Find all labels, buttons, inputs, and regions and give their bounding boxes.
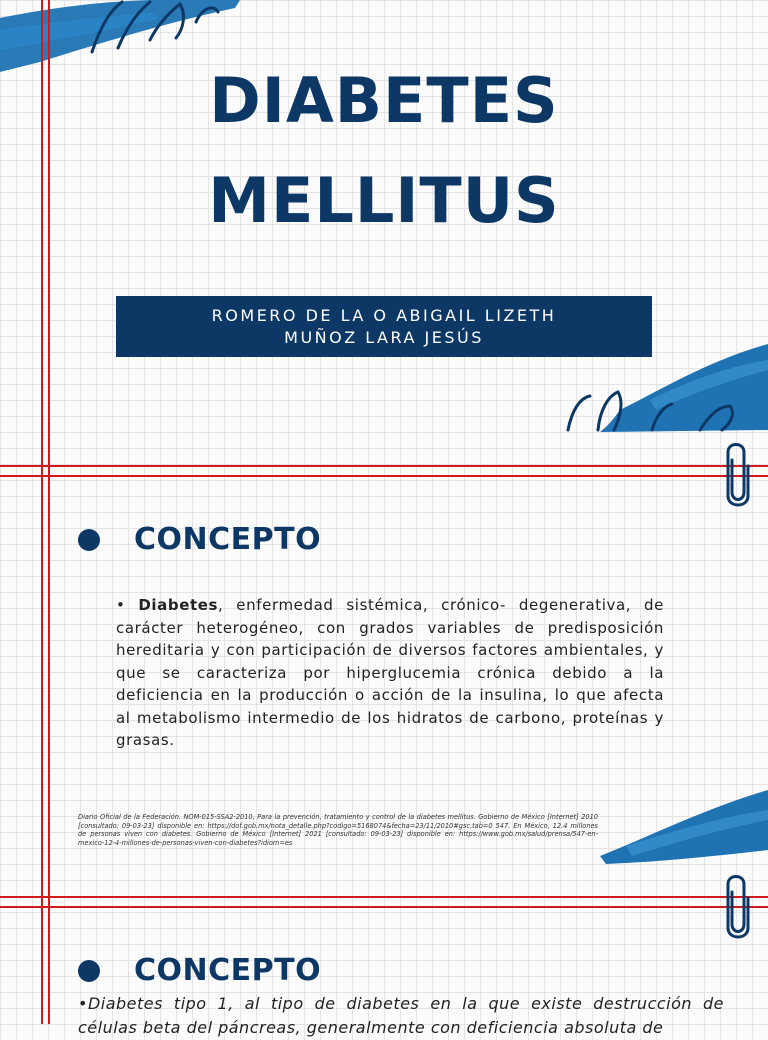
page-break-line-2a [0,896,768,898]
section-heading-concepto-2 [78,953,321,988]
author-1: ROMERO DE LA O ABIGAIL LIZETH [211,305,557,325]
term-diabetes: Diabetes [138,596,219,614]
definition-text: Diabetes tipo 1, al tipo de diabetes en la que existe destrucción de células beta del páncreas, generalmente con deficiencia absoluta de [78,994,724,1037]
bullet-dot-icon [78,529,100,551]
margin-line-left-1 [41,0,43,1024]
margin-line-left-2 [48,0,50,1024]
paperclip-icon [723,440,753,510]
paperclip-icon [723,872,753,942]
bullet-dot-icon [78,960,100,982]
definition-text: , enfermedad sistémica, crónico- degenerativa, de carácter heterogéneo, con grados variables de predisposición hereditaria y con participación de diversos factores ambientales, y que se caracteriza por hiperglucemia crónica debido a la deficiencia en la producción o acción de la insulina, lo que afecta al metabolismo intermedio de los hidratos de carbono, proteínas y grasas. [116,596,665,749]
author-2: MUÑOZ LARA JESÚS [284,327,484,347]
bullet-glyph: • [78,994,88,1013]
page-title-line1: DIABETES [209,64,559,137]
brush-stroke-top-left [0,0,240,72]
concept-paragraph-2 [78,992,724,1040]
section-title: CONCEPTO [134,953,322,988]
concept-paragraph-1 [116,594,664,752]
section-heading-concepto-1 [78,522,321,557]
bullet-glyph: • [116,596,126,614]
references-text: Diario Oficial de la Federación. NOM-015-SSA2-2010, Para la prevención, tratamiento y control de la diabetes mellitus. Gobierno de México [Internet] 2010 [consultado: 09-03-23] disponible en: https://dof.gob.mx/nota_detalle.php?codigo=5168074&fecha=23/11/2010#gsc.tab=0 547. En México, 12.4 millones de personas viven con diabetes. Gobierno de México [Internet] 2021 [consultado: 09-03-23] disponible en: https://www.gob.mx/salud/prensa/547-en-mexico-12-4-millones-de-personas-viven-con-diabetes?idiom=es [78,813,598,847]
page-title-line2: MELLITUS [208,164,560,237]
page-break-line-1b [0,475,768,477]
page-break-line-2b [0,906,768,908]
section-title: CONCEPTO [134,522,322,557]
page-break-line-1a [0,465,768,467]
brush-stroke-right-1 [560,340,768,432]
brush-stroke-right-2 [596,786,768,864]
